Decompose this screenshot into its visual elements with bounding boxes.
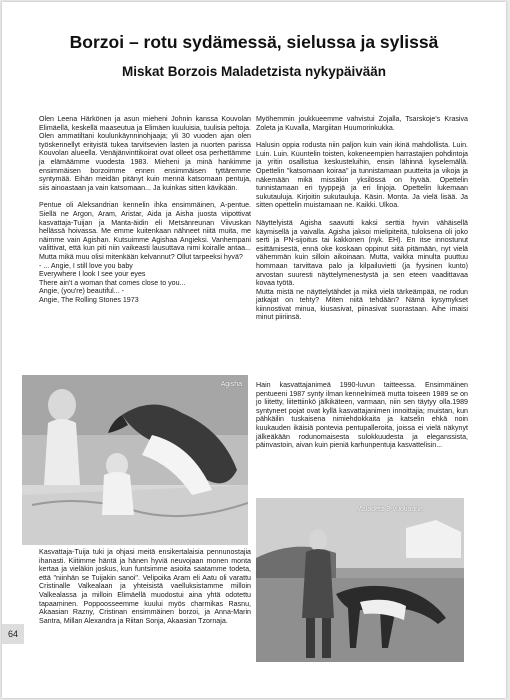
photo-children-with-borzoi bbox=[22, 375, 248, 545]
paragraph-questions: Mutta mistä ne näyttelytähdet ja mikä vielä tärkeämpää, ne rodun jatkajat on tehty? Miten niitä tehdään? Nämä kysymykset kiinnostivat minua, kiusasivat, piinasivat suorastaan. Aihe imaisi minut piiriinsä. bbox=[256, 287, 468, 322]
article-title: Borzoi – rotu sydämessä, sielussa ja sylissä bbox=[69, 32, 439, 52]
photo-caption: Agisha bbox=[220, 381, 242, 388]
right-column-top bbox=[256, 115, 468, 322]
left-column-bottom bbox=[39, 548, 251, 625]
paragraph-intro: Olen Leena Härkönen ja asun mieheni Johnin kanssa Kouvolan Elimäellä, keskellä maaseutua ja Elimäen kuuluisia, tuulisia peltoja. Olen ammatiltani koulunkäynninohjaaja; yli 30 vuoden ajan olen työskennellyt erityistä tukea tarvitsevien lasten ja nuorten parissa Kouvolan alueella. Venäjänvinttikoirat ovat olleet osa perhettämme ja elämäämme vuodesta 1983. Mieheni ja minä hankimme ensimmäisen borzoimme ennen ensimmäisen tyttäremme syntymää. Eihän meidän pitänyt kuin mennä katsomaan pentuja, siis ainoastaan ja vain katsomaan... Ja kuinkas sitten kävikään. bbox=[39, 115, 251, 192]
paragraph-litter: Pentue oli Aleksandrian kennelin ihka ensimmäinen, A-pentue. Siellä ne Argon, Aram, Aristar, Aida ja Aisha juosta viipottivat kasvattaja-Tuijan ja Manta-äidin eli Metsänreunan Viivuskan hellässä hoivassa. Me emme kuitenkaan nähneet niitä muita, me näimme vain Agishan. Kutsuimme Agishaa Angieksi. Vanhempani valittivat, että kun piti niin vaikeasti lausuttava nimi koiralle antaa... Mutta mikä muu olisi mitenkään kelvannut? Ollut tarpeeksi hyvä? bbox=[39, 201, 251, 261]
photo-image bbox=[256, 498, 464, 662]
photo-maladetz bbox=[256, 498, 464, 662]
lyric-line: There ain't a woman that comes close to you... bbox=[39, 278, 186, 287]
page-number: 64 bbox=[2, 624, 24, 644]
left-column-top bbox=[39, 115, 251, 304]
lyric-credit: Angie, The Rolling Stones 1973 bbox=[39, 295, 139, 304]
paragraph-kennel-name: Hain kasvattajanimeä 1990-luvun taitteessa. Ensimmäinen pentueeni 1987 synty ilman kennelnimeä mutta toiseen 1989 se on jo liitetty, liitettiinkö jälkikäteen, varmaan, niin sen täytyy olla.1989 syntyneet pojat ovat kyllä kasvattajanimen innoittajia; muistan, kun pähkäilin tuskaisena nimiehdokkaita ja katselin ehkä noin kuukauden ikäisiä pontevia pentupalleroita, joissa ei vielä näkynyt jälkeäkään rodunomaisesta sulokkuudesta ja eleganssista, päinvastoin, aivan kuin pieniä karhunpentuja kasvattelisin... bbox=[256, 381, 468, 450]
lyric-line: - ... Angie, I still love you baby bbox=[39, 261, 133, 270]
paragraph-shows: Näyttelyistä Agisha saavutti kaksi serttiä hyvin vähäisellä käymisellä ja vaivalla. Agisha jaksoi mielipiteitä, tuloksena oli joko serti ja PN-sijoitus tai kakkonen (nyk. EH). En itse innostunut esittämisestä, ennä oke koskaan oppinut siitä pitämään, nyt vielä vähemmän kuin silloin aikoinaan. Mutta, vaikka minulta puuttuu hommaan tarvittava palo ja kilpailuvietti (ja fyysinen kunto) arvostan suuresti näyttelymenestystä ja sen eteen vaadittavaa kovaa työtä. bbox=[256, 218, 468, 288]
right-column-mid bbox=[256, 381, 468, 450]
lyric-line: Angie, (you're) beautiful... - bbox=[39, 287, 124, 296]
article-subtitle: Miskat Borzois Maladetzista nykypäivään bbox=[121, 64, 387, 79]
photo-image bbox=[22, 375, 248, 545]
song-lyrics bbox=[39, 262, 251, 305]
paragraph-learning: Halusin oppia rodusta niin paljon kuin vain ikinä mahdollista. Luin. Luin. Luin. Kuuntelin toisten, kokeneempien harrastajien pohdintoja ja yritin osallistua keskusteluihin, ensin lähinnä kyselemällä. Opettelin "katsomaan koiraa" ja tunnistamaan puutteita ja vikoja ja näkemään mikä missäkin yksilössä on hyvää. Opettelin tunnistamaan eri tyyppejä ja eri linjoja. Opettelin lukemaan sukutauluja. Kirjoitin sukutauluja. Käsin. Monta. Ja vielä lisää. Ja sitten opettelin muistamaan ne. Kaikki. Ulkoa. bbox=[256, 141, 468, 210]
paragraph-breeder: Kasvattaja-Tuija tuki ja ohjasi meitä ensikertalaisia pennunostajia ihanasti. Kiitimme häntä ja hänen hyviä neuvojaan monen monta kertaa ja vieläkin joskus, kun funtsimme asioita saatamme todeta, että "niinhän se Tuijakin sanoi". Velipoika Aram eli Aatu oli varattu Cristinalle Valkealaan ja yhteisistä vaelluksistamme milloin Valkealassa ja milloin Elimäellä muodostui aina yhtä odotettu tapaaminen. Poppoosseemme kuului myös charmikas Rasnu, Akaasian Razny, Cristinan ensimmäinen borzoi, ja Anna-Marin Santra, Millan Alexandra ja Riitan Sonja, Akaasian Tzornaja. bbox=[39, 548, 251, 625]
photo-caption: Maladetz 3-vuotiaana bbox=[356, 506, 423, 513]
lyric-line: Everywhere I look I see your eyes bbox=[39, 270, 146, 279]
magazine-page bbox=[2, 2, 506, 698]
paragraph-team: Myöhemmin joukkueemme vahvistui Zojalla, Tsarskoje's Krasiva Zoleta ja Kuvalla, Margiitan Huumorinkukka. bbox=[256, 115, 468, 132]
